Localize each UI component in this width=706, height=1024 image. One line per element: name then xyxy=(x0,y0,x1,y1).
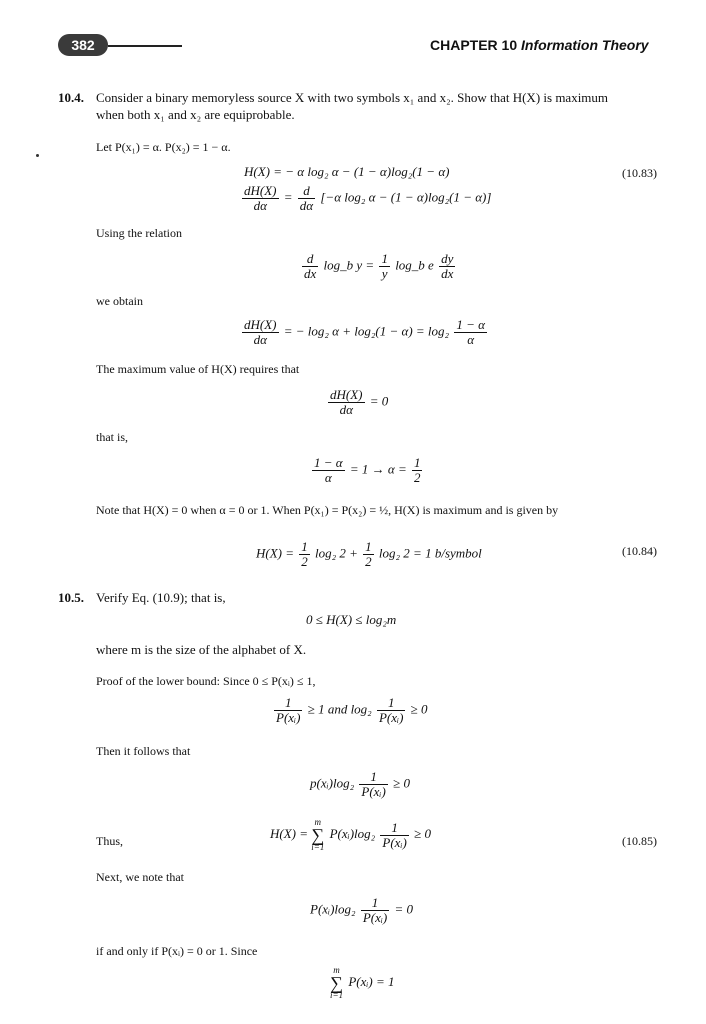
log-derivative-relation: $\frac{d}{dx}$ log_b y = $\frac{1}{y}$ log_b e $\frac{dy}{dx}$ xyxy=(304,251,454,281)
problem-10-4-line1: Consider a binary memoryless source X with two symbols x₁ and x₂. Show that H(X) is maximum xyxy=(96,90,609,105)
stray-mark xyxy=(36,154,39,157)
lower-bound-proof: Proof of the lower bound: Since 0 ≤ P(xᵢ) ≤ 1, xyxy=(96,674,316,688)
thus-text: Thus, xyxy=(96,834,123,848)
using-relation-text: Using the relation xyxy=(96,226,182,240)
chapter-heading xyxy=(430,37,649,53)
alpha-solution: $\frac{1 - \alpha}{\alpha}$ = 1 → α = $\frac{1}{2}$ xyxy=(314,455,421,485)
next-text: Next, we note that xyxy=(96,870,184,884)
problem-10-5-line1: Verify Eq. (10.9); that is, xyxy=(96,590,226,605)
zero-term-equation: P(xᵢ)log₂ $\frac{1}{\text{P(xᵢ)}}$ = 0 xyxy=(310,895,414,925)
chapter-label: CHAPTER 10 xyxy=(430,37,518,53)
let-statement: Let P(x₁) = α. P(x₂) = 1 − α. xyxy=(96,140,231,154)
problem-10-4-line2: when both x₁ and x₂ are equiprobable. xyxy=(96,107,295,122)
derivative-equation: $\frac{dH(X)}{d\alpha}$ = $\frac{d}{d\alpha}$ [−α log₂ α − (1 − α)log₂(1 − α)] xyxy=(244,183,492,213)
term-nonnegative: p(xᵢ)log₂ $\frac{1}{\text{P(xᵢ)}}$ ≥ 0 xyxy=(310,769,410,799)
note-text: Note that H(X) = 0 when α = 0 or 1. When P(x₁) = P(x₂) = ½, H(X) is maximum and is given by xyxy=(96,503,559,517)
max-condition: $\frac{dH(X)}{d\alpha}$ = 0 xyxy=(330,387,389,417)
follows-text: Then it follows that xyxy=(96,744,191,758)
alphabet-size-text: where m is the size of the alphabet of X. xyxy=(96,642,307,657)
equation-10-84: H(X) = $\frac{1}{2}$ log₂ 2 + $\frac{1}{2}$ log₂ 2 = 1 b/symbol xyxy=(256,539,482,569)
problem-number-10-4: 10.4. xyxy=(58,90,84,105)
equation-10-85: H(X) = m ∑ i=1 P(xᵢ)log₂ $\frac{1}{\text{P(xᵢ)}}$ ≥ 0 xyxy=(270,817,431,852)
iff-text: if and only if P(xᵢ) = 0 or 1. Since xyxy=(96,944,258,958)
equation-number-10-83: (10.83) xyxy=(622,166,657,180)
obtained-derivative: $\frac{dH(X)}{d\alpha}$ = − log₂ α + log₂(1 − α) = log₂ $\frac{1 - \alpha}{\alpha}$ xyxy=(244,317,485,347)
equation-10-83: H(X) = − α log₂ α − (1 − α)log₂(1 − α) xyxy=(244,164,450,179)
page-number-badge: 382 xyxy=(58,34,108,56)
problem-number-10-5: 10.5. xyxy=(58,590,84,605)
entropy-bounds: 0 ≤ H(X) ≤ log₂m xyxy=(306,612,397,627)
chapter-title: Information Theory xyxy=(521,37,649,53)
equation-number-10-85: (10.85) xyxy=(622,834,657,848)
equation-number-10-84: (10.84) xyxy=(622,544,657,558)
that-is-text: that is, xyxy=(96,430,128,444)
probability-sum: m ∑ i=1 P(xᵢ) = 1 xyxy=(330,965,395,1000)
bound-inequalities: $\frac{1}{\text{P(xᵢ)}}$ ≥ 1 and log₂ $\frac{1}{\text{P(xᵢ)}}$ ≥ 0 xyxy=(276,695,428,725)
header-rule xyxy=(108,45,182,47)
maximum-value-text: The maximum value of H(X) requires that xyxy=(96,362,300,376)
we-obtain-text: we obtain xyxy=(96,294,143,308)
